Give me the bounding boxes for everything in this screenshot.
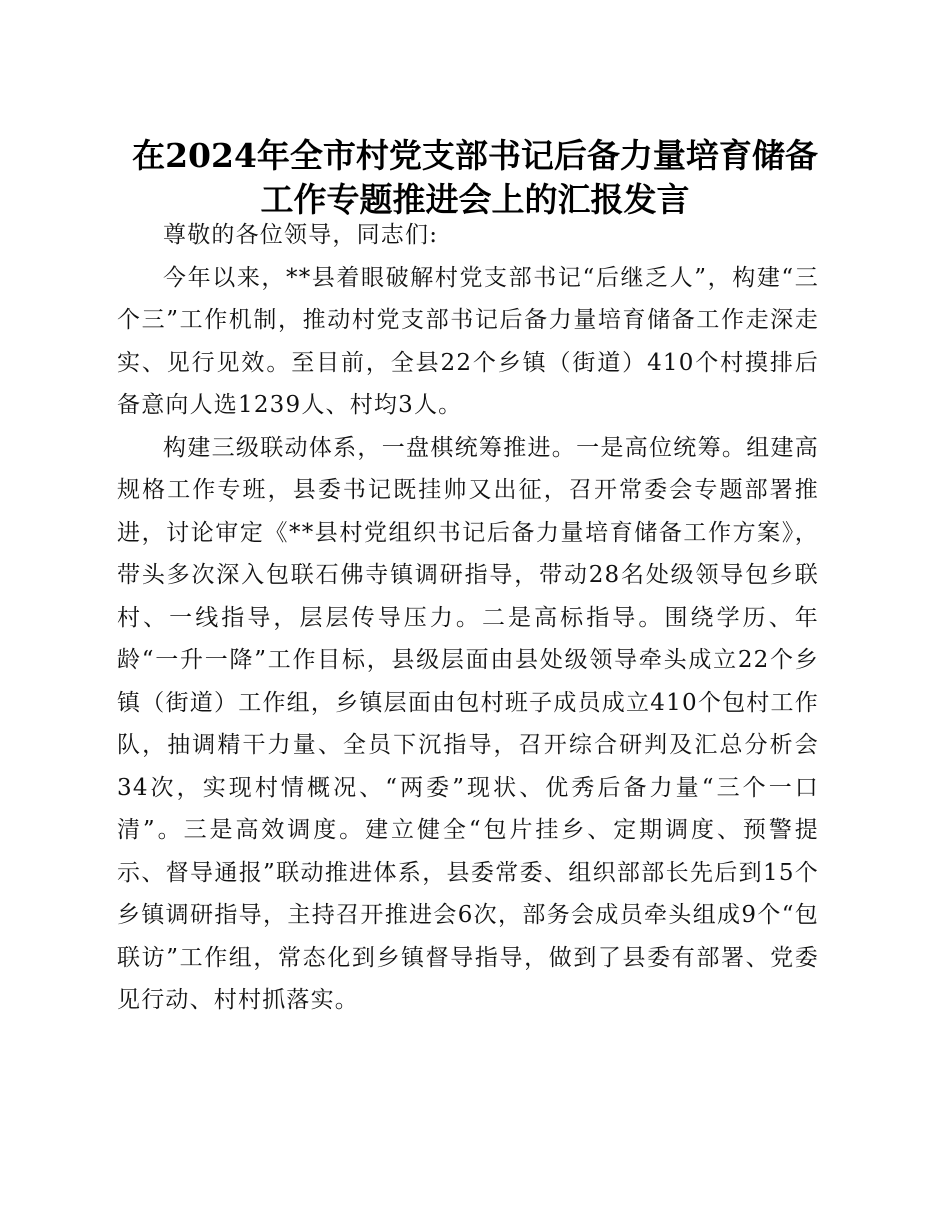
title-line-2: 工作专题推进会上的汇报发言 xyxy=(260,180,690,219)
title-line-1: 在2024年全市村党支部书记后备力量培育储备 xyxy=(132,136,818,175)
paragraph-intro: 今年以来，**县着眼破解村党支部书记“后继乏人”，构建“三个三”工作机制，推动村党支部书记后备力量培育储备工作走深走实、见行见效。至目前，全县22个乡镇（街道）410个村摸排后备意向人选1239人、村均3人。 xyxy=(117,264,819,418)
paragraph-three-level-system: 构建三级联动体系，一盘棋统筹推进。一是高位统筹。组建高规格工作专班，县委书记既挂帅又出征，召开常委会专题部署推进，讨论审定《**县村党组织书记后备力量培育储备工作方案》，带头多次深入包联石佛寺镇调研指导，带动28名处级领导包乡联村、一线指导，层层传导压力。二是高标指导。围绕学历、年龄“一升一降”工作目标，县级层面由县处级领导牵头成立22个乡镇（街道）工作组，乡镇层面由包村班子成员成立410个包村工作队，抽调精干力量、全员下沉指导，召开综合研判及汇总分析会34次，实现村情概况、“两委”现状、优秀后备力量“三个一口清”。三是高效调度。建立健全“包片挂乡、定期调度、预警提示、督导通报”联动推进体系，县委常委、组织部部长先后到15个乡镇调研指导，主持召开推进会6次，部务会成员牵头组成9个“包联访”工作组，常态化到乡镇督导指导，做到了县委有部署、党委见行动、村村抓落实。 xyxy=(117,434,819,1013)
salutation: 尊敬的各位领导，同志们: xyxy=(163,222,439,248)
document-body xyxy=(117,214,819,1022)
document-title xyxy=(100,134,850,222)
